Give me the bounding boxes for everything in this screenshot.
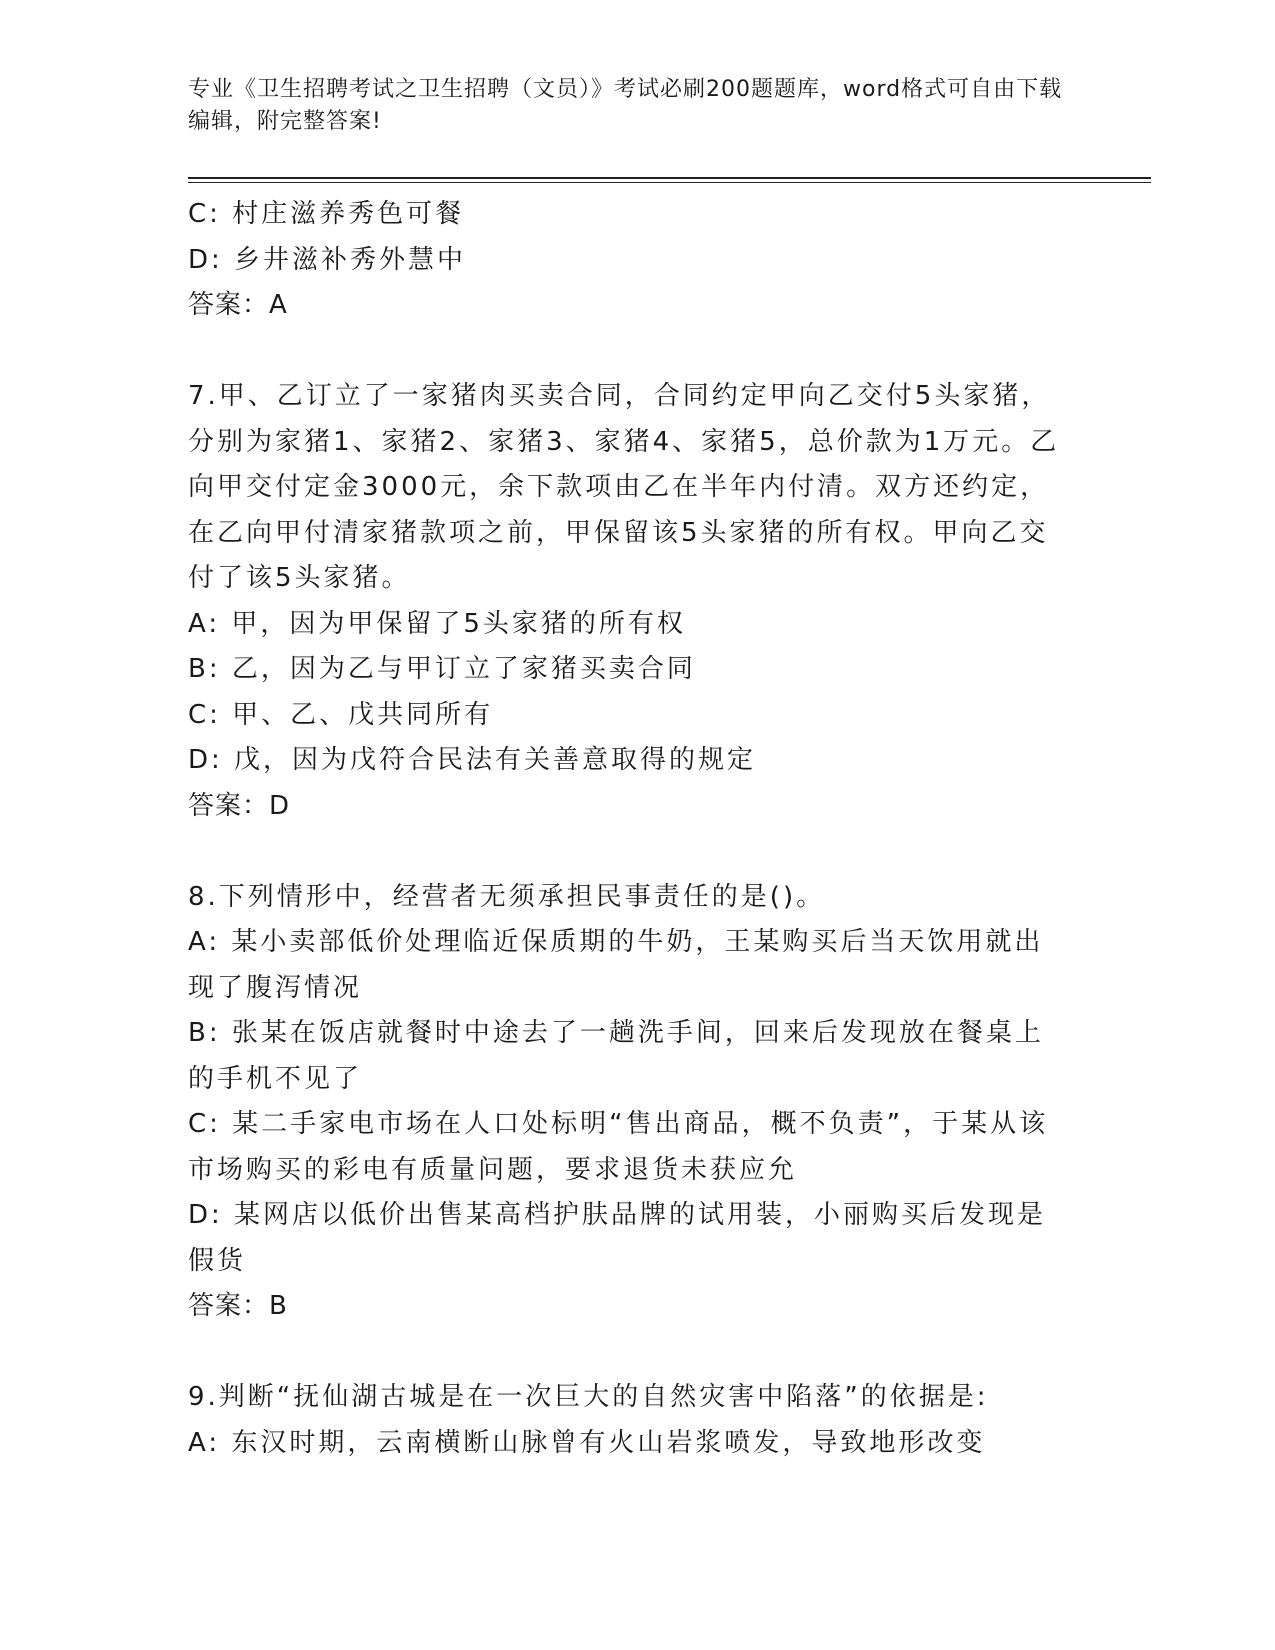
- question-9: [188, 1375, 1068, 1466]
- header-rule-thin: [188, 182, 1151, 183]
- option-a: A: 东汉时期，云南横断山脉曾有火山岩浆喷发，导致地形改变: [188, 1427, 986, 1458]
- option-d: D: 某网店以低价出售某高档护肤品牌的试用装，小丽购买后发现是假货: [188, 1200, 1047, 1276]
- spacer: [188, 1330, 1088, 1376]
- question-7: [188, 374, 1068, 829]
- option-a: A: 某小卖部低价处理临近保质期的牛奶，王某购买后当天饮用就出现了腹泻情况: [188, 927, 1044, 1003]
- answer: 答案：D: [188, 790, 291, 821]
- option-b: B: 乙，因为乙与甲订立了家猪买卖合同: [188, 654, 696, 684]
- option-c: C: 某二手家电市场在人口处标明“售出商品，概不负责”，于某从该市场购买的彩电有质量问题，要求退货未获应允: [188, 1109, 1049, 1185]
- option-a: A: 甲，因为甲保留了5头家猪的所有权: [188, 608, 686, 639]
- question-stem: 8.下列情形中，经营者无须承担民事责任的是()。: [188, 881, 826, 912]
- answer: 答案：B: [188, 1291, 288, 1321]
- question-8: [188, 875, 1068, 1330]
- question-stem: 7.甲、乙订立了一家猪肉买卖合同，合同约定甲向乙交付5头家猪，分别为家猪1、家猪2、家猪3、家猪4、家猪5，总价款为1万元。乙向甲交付定金3000元，余下款项由乙在半年内付清。双方还约定，在乙向甲付清家猪款项之前，甲保留该5头家猪的所有权。甲向乙交付了该5头家猪。: [188, 381, 1060, 593]
- page-header: 专业《卫生招聘考试之卫生招聘（文员）》考试必刷200题题库，word格式可自由下载编辑，附完整答案!: [188, 77, 1063, 134]
- option-d: D: 戊，因为戊符合民法有关善意取得的规定: [188, 745, 757, 775]
- spacer: [188, 329, 1088, 375]
- option-c: C: 甲、乙、戊共同所有: [188, 699, 494, 730]
- option-b: B: 张某在饭店就餐时中途去了一趟洗手间，回来后发现放在餐桌上的手机不见了: [188, 1018, 1044, 1094]
- spacer: [188, 829, 1088, 875]
- option-c: C: 村庄滋养秀色可餐: [188, 199, 465, 229]
- option-d: D: 乡井滋补秀外慧中: [188, 244, 467, 275]
- answer: 答案：A: [188, 290, 288, 320]
- question-6: [188, 192, 1068, 329]
- question-content: [188, 192, 1088, 1466]
- question-stem: 9.判断“抚仙湖古城是在一次巨大的自然灾害中陷落”的依据是:: [188, 1382, 989, 1412]
- header-rule-thick: [188, 177, 1151, 179]
